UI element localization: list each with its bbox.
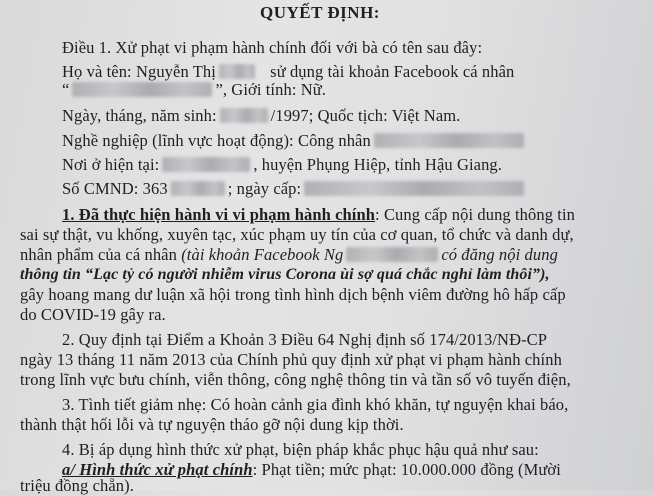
penalty-line-1: 4. Bị áp dụng hình thức xử phạt, biện pháp khắc phục hậu quả như sau: — [62, 440, 539, 459]
violation-heading: 1. Đã thực hiện hành vi vi phạm hành chính — [62, 205, 376, 224]
violation-line-1: 1. Đã thực hiện hành vi vi phạm hành chính: Cung cấp nội dung thông tin — [62, 205, 576, 224]
redacted-workplace — [374, 133, 524, 148]
violation-quote: thông tin “Lạc tỷ có người nhiễm virus Corona ùi sợ quá chắc nghỉ làm thôi”), — [20, 266, 550, 283]
penalty-line-3: triệu đồng chẵn). — [20, 476, 134, 495]
mitigating-line-2: thành thật hối lỗi và tự nguyện tháo gỡ nội dung kịp thời. — [20, 415, 404, 434]
violation-line-5: gây hoang mang dư luận xã hội trong tình hình dịch bệnh viêm đường hô hấp cấp — [20, 285, 566, 304]
name-facebook-text: sử dụng tài khoản Facebook cá nhân — [270, 62, 515, 81]
redacted-id-number — [171, 181, 225, 196]
penalty-line-2: a/ Hình thức xử phạt chính: Phạt tiền; mức phạt: 10.000.000 đồng (Mười — [62, 460, 561, 479]
regulation-line-2: ngày 13 tháng 11 năm 2013 của Chính phủ quy định xử phạt vi phạm hành chính — [20, 350, 562, 369]
address-line: Nơi ở hiện tại: , huyện Phụng Hiệp, tỉnh Hậu Giang. — [62, 155, 502, 174]
name-line-2: “ ”, Giới tính: Nữ. — [62, 80, 327, 99]
redacted-account — [72, 82, 212, 97]
name-line — [62, 62, 514, 82]
regulation-line-3: trong lĩnh vực bưu chính, viễn thông, công nghệ thông tin và tần số vô tuyến điện, — [20, 370, 571, 389]
penalty-heading: a/ Hình thức xử phạt chính — [62, 460, 253, 479]
regulation-line-1: 2. Quy định tại Điểm a Khoản 3 Điều 64 Nghị định số 174/2013/NĐ-CP — [62, 330, 548, 349]
redacted-facebook-name — [346, 247, 438, 262]
birthdate-line: Ngày, tháng, năm sinh: /1997; Quốc tịch: Việt Nam. — [62, 106, 461, 125]
document-title: QUYẾT ĐỊNH: — [260, 3, 380, 22]
redacted-name — [219, 64, 255, 79]
redacted-address — [162, 157, 250, 172]
id-card-line: Số CMND: 363 ; ngày cấp: — [62, 179, 527, 199]
gender-text: ”, Giới tính: Nữ. — [215, 80, 327, 99]
redacted-birthdate — [220, 108, 268, 123]
redacted-issue-date — [304, 181, 524, 196]
article-1-heading: Điều 1. Xử phạt vi phạm hành chính đối với bà có tên sau đây: — [62, 38, 483, 57]
name-label: Họ và tên: Nguyễn Thị — [62, 62, 216, 81]
violation-line-2: sai sự thật, vu khống, xuyên tạc, xúc phạm uy tín của cơ quan, tổ chức và danh dự, — [20, 225, 574, 244]
occupation-line: Nghề nghiệp (lĩnh vực hoạt động): Công nhân — [62, 131, 527, 151]
mitigating-line-1: 3. Tình tiết giảm nhẹ: Có hoàn cảnh gia đình khó khăn, tự nguyện khai báo, — [62, 395, 569, 414]
violation-line-6: do COVID-19 gây ra. — [20, 305, 166, 324]
violation-line-3: nhân phẩm của cá nhân (tài khoản Facebook Ng có đăng nội dung — [20, 245, 558, 264]
